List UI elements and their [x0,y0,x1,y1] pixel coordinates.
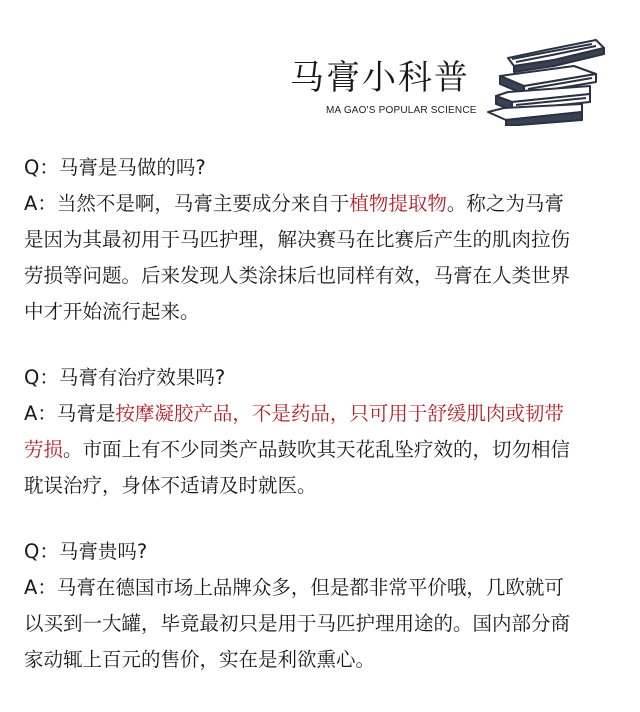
highlight-text: 劳损 [24,438,64,461]
page-subtitle: MA GAO'S POPULAR SCIENCE [326,105,477,116]
answer-2-line-1 [24,396,624,432]
answer-text: 。称之为马膏 [446,192,564,215]
qa-content [24,150,624,708]
highlight-text: 按摩凝胶产品，不是药品，只可用于舒缓肌肉或韧带 [115,402,564,425]
question-3: Q：马膏贵吗? [24,540,148,563]
question-1: Q：马膏是马做的吗? [24,156,206,179]
page-title: 马膏小科普 [290,58,470,98]
stack-of-books-icon [478,36,608,126]
answer-2-line-2 [24,432,624,468]
qa-block [24,534,624,678]
answer-3-line-3: 家动辄上百元的售价，实在是利欲熏心。 [24,648,376,671]
answer-2-line-3: 耽误治疗，身体不适请及时就医。 [24,474,317,497]
header [0,0,640,130]
answer-1-line-2: 是因为其最初用于马匹护理，解决赛马在比赛后产生的肌肉拉伤 [24,228,571,251]
answer-1-line-1 [24,186,624,222]
answer-text: A：马膏是 [24,402,116,425]
answer-3-line-1: A：马膏在德国市场上品牌众多，但是都非常平价哦，几欧就可 [24,576,564,599]
answer-3-line-2: 以买到一大罐，毕竟最初只是用于马匹护理用途的。国内部分商 [24,612,571,635]
answer-1-line-3: 劳损等问题。后来发现人类涂抹后也同样有效，马膏在人类世界 [24,264,571,287]
answer-text: A：当然不是啊，马膏主要成分来自于 [24,192,350,215]
highlight-text: 植物提取物 [349,192,447,215]
question-2: Q：马膏有治疗效果吗? [24,366,226,389]
qa-block [24,360,624,504]
qa-block [24,150,624,330]
answer-text: 。市面上有不少同类产品鼓吹其天花乱坠疗效的，切勿相信 [63,438,571,461]
answer-1-line-4: 中才开始流行起来。 [24,300,200,323]
